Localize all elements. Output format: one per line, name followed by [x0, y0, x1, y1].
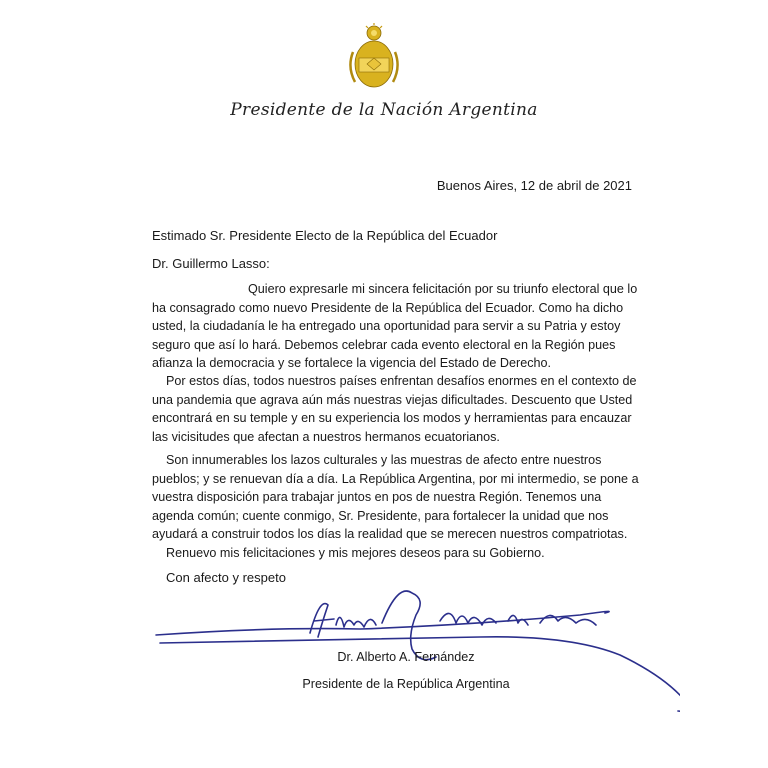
paragraph-3: Son innumerables los lazos culturales y las muestras de afecto entre nuestros pueblos; y se renuevan día a día. La República Argentina, por mi intermedio, se pone a vuestra disposición para trabajar juntos en pos de nuestra Región. Tenemos una agenda común; cuente conmigo, Sr. Presidente, para fortalecer la unidad que nos ayudará a construir todos los días la realidad que se merecen nuestros compatriotas.: [152, 453, 639, 542]
closing: Con afecto y respeto: [166, 570, 286, 585]
place-date: Buenos Aires, 12 de abril de 2021: [436, 178, 632, 193]
salutation: Estimado Sr. Presidente Electo de la República del Ecuador: [152, 228, 498, 243]
paragraph-4: Renuevo mis felicitaciones y mis mejores deseos para su Gobierno.: [166, 546, 545, 560]
handwritten-signature: [150, 575, 680, 715]
paragraph-2: Por estos días, todos nuestros países enfrentan desafíos enormes en el contexto de una pandemia que agrava aún más nuestras viejas dificultades. Descuento que Usted encontrará en su temple y en su experiencia los modos y herramientas para encauzar las vicisitudes que afectan a nuestros hermanos ecuatorianos.: [152, 374, 637, 444]
letterhead-title: Presidente de la Nación Argentina: [230, 100, 538, 120]
argentina-coat-of-arms-icon: [345, 22, 403, 92]
addressee: Dr. Guillermo Lasso:: [152, 256, 270, 271]
signatory-name: Dr. Alberto A. Fernández: [337, 650, 475, 664]
signatory-title: Presidente de la República Argentina: [302, 677, 510, 691]
paragraph-1: Quiero expresarle mi sincera felicitación por su triunfo electoral que lo ha consagrado como nuevo Presidente de la República del Ecuador. Como ha dicho usted, la ciudadanía le ha entregado una oportunidad para servir a su Patria y estoy seguro que así lo hará. Debemos celebrar cada evento electoral en la Región pues afianza la democracia y se fortalece la vigencia del Estado de Derecho.: [152, 282, 638, 371]
